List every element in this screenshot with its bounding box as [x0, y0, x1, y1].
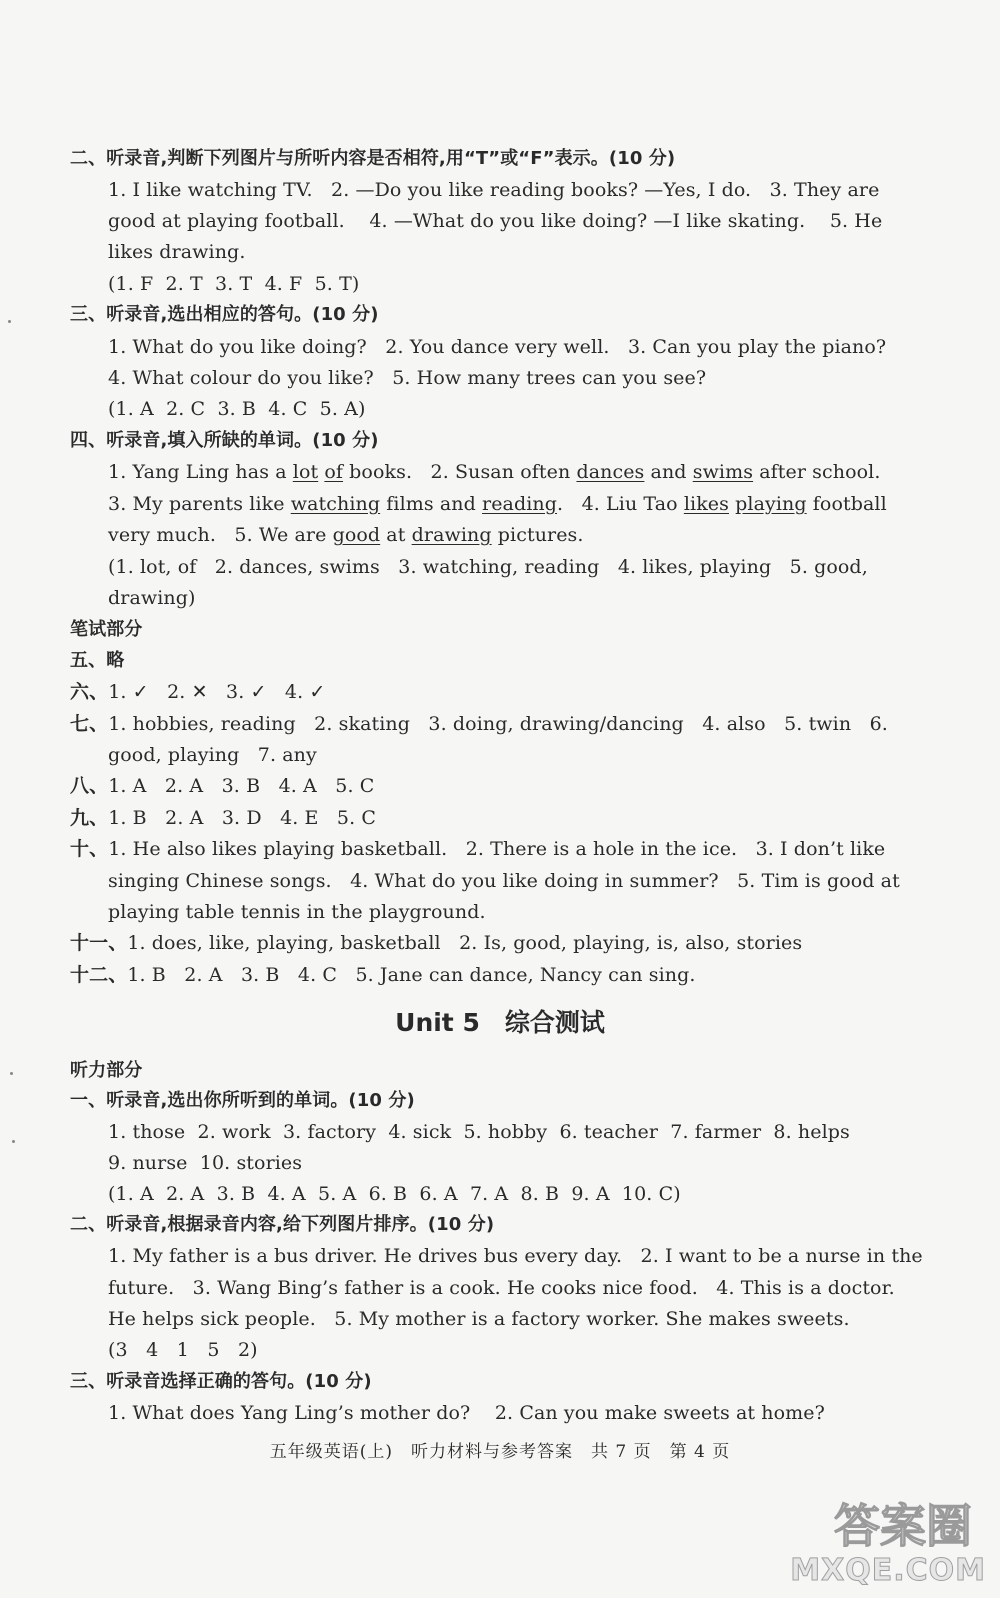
answer-line: (1. F 2. T 3. T 4. F 5. T) — [108, 273, 360, 295]
section-heading: 四、听录音,填入所缺的单词。(10 分) — [70, 430, 379, 451]
scan-speck — [10, 1072, 13, 1075]
answer-line: 六、1. ✓ 2. ✕ 3. ✓ 4. ✓ — [70, 681, 326, 703]
answer-line: 1. My father is a bus driver. He drives bus every day. 2. I want to be a nurse in the — [108, 1245, 923, 1267]
section-heading: 笔试部分 — [70, 619, 143, 640]
answer-line: 4. What colour do you like? 5. How many trees can you see? — [108, 367, 707, 389]
scan-speck — [12, 1140, 15, 1143]
scan-speck — [8, 320, 11, 323]
answer-line: 九、1. B 2. A 3. D 4. E 5. C — [70, 807, 377, 829]
answer-line: 十一、1. does, like, playing, basketball 2. Is, good, playing, is, also, stories — [70, 932, 803, 954]
answer-line: playing table tennis in the playground. — [108, 901, 486, 923]
answer-line: singing Chinese songs. 4. What do you like doing in summer? 5. Tim is good at — [108, 870, 900, 892]
watermark-logo — [790, 1490, 986, 1588]
section-heading: 一、听录音,选出你所听到的单词。(10 分) — [70, 1090, 415, 1111]
answer-line: 十二、1. B 2. A 3. B 4. C 5. Jane can dance, Nancy can sing. — [70, 964, 696, 986]
answer-line: 3. My parents like watching films and reading. 4. Liu Tao likes playing football — [108, 493, 887, 515]
answer-line: 1. What does Yang Ling’s mother do? 2. Can you make sweets at home? — [108, 1402, 825, 1424]
section-heading: 二、听录音,判断下列图片与所听内容是否相符,用“T”或“F”表示。(10 分) — [70, 148, 676, 169]
answer-line: 十、1. He also likes playing basketball. 2. There is a hole in the ice. 3. I don’t like — [70, 838, 886, 860]
answer-line: good at playing football. 4. —What do you like doing? —I like skating. 5. He — [108, 210, 883, 232]
section-heading: 五、略 — [70, 650, 125, 671]
answer-line: (1. lot, of 2. dances, swims 3. watching, reading 4. likes, playing 5. good, — [108, 556, 868, 578]
answer-line: drawing) — [108, 587, 196, 609]
section-heading: 三、听录音选择正确的答句。(10 分) — [70, 1371, 372, 1392]
answer-line: likes drawing. — [108, 241, 246, 263]
answer-line: 八、1. A 2. A 3. B 4. A 5. C — [70, 775, 375, 797]
answer-line: 七、1. hobbies, reading 2. skating 3. doing, drawing/dancing 4. also 5. twin 6. — [70, 713, 888, 735]
answer-line: good, playing 7. any — [108, 744, 317, 766]
page-footer: 五年级英语(上) 听力材料与参考答案 共 7 页 第 4 页 — [269, 1442, 731, 1462]
answer-line: 9. nurse 10. stories — [108, 1152, 303, 1174]
answer-line: (3 4 1 5 2) — [108, 1339, 258, 1361]
unit-title: Unit 5 综合测试 — [395, 1008, 605, 1037]
section-heading: 听力部分 — [70, 1060, 143, 1081]
section-heading: 三、听录音,选出相应的答句。(10 分) — [70, 304, 379, 325]
watermark-text: 答案圈 — [834, 1499, 972, 1553]
answer-line: 1. What do you like doing? 2. You dance very well. 3. Can you play the piano? — [108, 336, 887, 358]
answer-line: (1. A 2. C 3. B 4. C 5. A) — [108, 398, 366, 420]
answer-line: 1. I like watching TV. 2. —Do you like reading books? —Yes, I do. 3. They are — [108, 179, 880, 201]
answer-line: future. 3. Wang Bing’s father is a cook. He cooks nice food. 4. This is a doctor. — [108, 1277, 895, 1299]
watermark-url: MXQE.COM — [790, 1553, 986, 1588]
section-heading: 二、听录音,根据录音内容,给下列图片排序。(10 分) — [70, 1214, 495, 1235]
answer-line: He helps sick people. 5. My mother is a factory worker. She makes sweets. — [108, 1308, 850, 1330]
answer-line: 1. those 2. work 3. factory 4. sick 5. hobby 6. teacher 7. farmer 8. helps — [108, 1121, 850, 1143]
answer-line: very much. 5. We are good at drawing pictures. — [108, 524, 584, 546]
answer-line: (1. A 2. A 3. B 4. A 5. A 6. B 6. A 7. A 8. B 9. A 10. C) — [108, 1183, 681, 1205]
answer-line: 1. Yang Ling has a lot of books. 2. Susan often dances and swims after school. — [108, 461, 881, 483]
